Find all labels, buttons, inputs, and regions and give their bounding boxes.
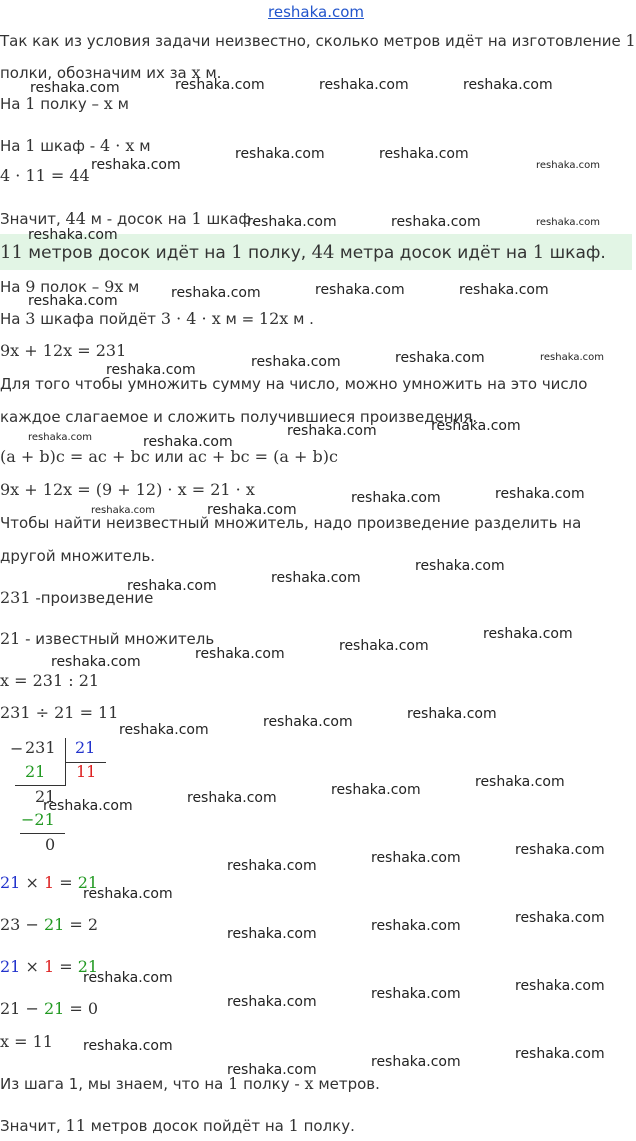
watermark: reshaka.com — [415, 558, 505, 574]
math-fragment: 4 · 11 = 44 — [0, 166, 90, 185]
text-fragment: м = — [220, 310, 259, 328]
math-fragment: 9 — [25, 277, 36, 296]
math-fragment: = 0 — [64, 999, 99, 1018]
text-fragment: шкаф. — [201, 210, 257, 228]
text-fragment: полку. — [298, 1117, 355, 1135]
text-line — [0, 447, 338, 467]
watermark: reshaka.com — [351, 490, 441, 506]
text-fragment: - известный множитель — [20, 630, 215, 648]
math-fragment: 44 — [65, 209, 86, 228]
watermark: reshaka.com — [127, 578, 217, 594]
watermark: reshaka.com — [287, 423, 377, 439]
text-fragment: На — [0, 310, 26, 328]
watermark: reshaka.com — [495, 486, 585, 502]
math-fragment: x — [191, 63, 201, 82]
math-fragment: 1 — [43, 957, 55, 976]
watermark: reshaka.com — [28, 293, 118, 309]
watermark: reshaka.com — [515, 978, 605, 994]
watermark: reshaka.com — [251, 354, 341, 370]
first-remainder: 21 — [35, 787, 56, 806]
text-line — [0, 915, 98, 935]
math-fragment: 3 · 4 · x — [160, 309, 221, 328]
watermark: reshaka.com — [171, 285, 261, 301]
watermark: reshaka.com — [83, 886, 173, 902]
watermark: reshaka.com — [227, 858, 317, 874]
math-fragment: 1 — [288, 1116, 299, 1135]
text-fragment: На — [0, 278, 26, 296]
text-fragment: шкаф - — [35, 137, 100, 155]
watermark: reshaka.com — [83, 1038, 173, 1054]
math-fragment: 12x — [258, 309, 289, 328]
watermark: reshaka.com — [319, 77, 409, 93]
watermark: reshaka.com — [175, 77, 265, 93]
text-line — [0, 209, 256, 229]
text-fragment: м. — [200, 64, 222, 82]
math-fragment: 9x + 12x = 231 — [0, 341, 127, 360]
watermark: reshaka.com — [28, 227, 118, 243]
math-fragment: 1 — [231, 242, 243, 263]
math-fragment: 11 — [65, 1116, 86, 1135]
watermark: reshaka.com — [315, 282, 405, 298]
math-fragment: 3 — [25, 309, 36, 328]
watermark: reshaka.com — [371, 850, 461, 866]
watermark: reshaka.com — [43, 798, 133, 814]
text-line — [0, 546, 155, 566]
watermark: reshaka.com — [247, 214, 337, 230]
text-fragment: м — [134, 137, 151, 155]
text-fragment: Значит, — [0, 210, 66, 228]
text-line — [0, 629, 214, 649]
text-line — [0, 999, 98, 1019]
watermark: reshaka.com — [195, 646, 285, 662]
text-line — [0, 374, 587, 394]
text-fragment: полку – — [35, 95, 104, 113]
final-remainder: 0 — [45, 835, 56, 854]
quotient: 11 — [76, 762, 97, 781]
watermark: reshaka.com — [540, 352, 604, 363]
watermark: reshaka.com — [515, 842, 605, 858]
watermark: reshaka.com — [106, 362, 196, 378]
watermark: reshaka.com — [91, 157, 181, 173]
text-line — [0, 341, 126, 361]
text-line — [0, 166, 90, 186]
watermark: reshaka.com — [371, 986, 461, 1002]
watermark: reshaka.com — [227, 926, 317, 942]
text-fragment: м - досок на — [85, 210, 192, 228]
text-line — [0, 671, 99, 691]
math-fragment: 1 — [625, 31, 636, 50]
watermark: reshaka.com — [459, 282, 549, 298]
math-fragment: 1 — [25, 136, 36, 155]
math-fragment: = — [54, 873, 78, 892]
watermark: reshaka.com — [207, 502, 297, 518]
text-line — [0, 94, 129, 114]
watermark: reshaka.com — [371, 918, 461, 934]
math-fragment: 231 — [0, 588, 31, 607]
math-fragment: 21 — [77, 873, 99, 892]
text-line — [0, 1074, 380, 1094]
watermark: reshaka.com — [143, 434, 233, 450]
text-line — [0, 480, 255, 500]
text-fragment: полку - — [238, 1075, 305, 1093]
math-fragment: 1 — [43, 873, 55, 892]
watermark: reshaka.com — [371, 1054, 461, 1070]
text-fragment: шкаф. — [544, 243, 606, 263]
text-fragment: метров. — [313, 1075, 380, 1093]
math-fragment: 21 — [43, 915, 65, 934]
text-line — [0, 407, 477, 427]
watermark: reshaka.com — [51, 654, 141, 670]
watermark: reshaka.com — [431, 418, 521, 434]
second-subtrahend: −21 — [21, 810, 55, 829]
text-fragment: каждое слагаемое и сложить получившиеся произведения. — [0, 408, 478, 426]
math-fragment: x — [103, 94, 113, 113]
math-fragment: x = 11 — [0, 1032, 53, 1051]
text-fragment: Значит, — [0, 1117, 66, 1135]
math-fragment: = — [54, 957, 78, 976]
math-fragment: 9x + 12x = (9 + 12) · x = 21 · x — [0, 480, 255, 499]
math-fragment: 1 — [532, 242, 545, 263]
math-fragment: 21 — [77, 957, 99, 976]
text-fragment: или — [149, 448, 189, 466]
text-line — [0, 1032, 53, 1052]
math-fragment: 1 — [191, 209, 202, 228]
watermark: reshaka.com — [331, 782, 421, 798]
text-fragment: метров досок пойдёт на — [85, 1117, 289, 1135]
math-fragment: 231 ÷ 21 = 11 — [0, 703, 119, 722]
second-subtraction-line — [20, 833, 65, 834]
text-fragment: полки, обозначим их за — [0, 64, 192, 82]
site-title[interactable]: reshaka.com — [268, 3, 364, 21]
watermark: reshaka.com — [28, 432, 92, 443]
text-line — [0, 309, 314, 329]
watermark: reshaka.com — [395, 350, 485, 366]
text-line — [0, 136, 151, 156]
text-line — [0, 703, 118, 723]
division-minus-sign: − — [10, 739, 24, 758]
text-fragment: м — [112, 95, 129, 113]
text-fragment: Из шага 1, мы знаем, что на — [0, 1075, 229, 1093]
watermark: reshaka.com — [30, 80, 120, 96]
divisor: 21 — [75, 738, 96, 757]
dividend: 231 — [25, 738, 56, 757]
math-fragment: x — [304, 1074, 314, 1093]
text-fragment: Для того чтобы умножить сумму на число, можно умножить на это число — [0, 375, 588, 393]
math-fragment: 21 − — [0, 999, 44, 1018]
watermark: reshaka.com — [475, 774, 565, 790]
watermark: reshaka.com — [119, 722, 209, 738]
math-fragment: 9x — [104, 277, 124, 296]
math-fragment: 23 − — [0, 915, 44, 934]
text-fragment: Так как из условия задачи неизвестно, сколько метров идёт на изготовление — [0, 32, 626, 50]
text-fragment: На — [0, 95, 26, 113]
watermark: reshaka.com — [515, 910, 605, 926]
text-fragment: полок – — [35, 278, 105, 296]
first-subtraction-line — [15, 785, 65, 786]
watermark: reshaka.com — [483, 626, 573, 642]
watermark: reshaka.com — [463, 77, 553, 93]
text-fragment: шкафа пойдёт — [35, 310, 161, 328]
watermark: reshaka.com — [271, 570, 361, 586]
math-fragment: x = 231 : 21 — [0, 671, 100, 690]
first-subtrahend: 21 — [25, 762, 46, 781]
text-fragment: метра досок идёт на — [334, 243, 533, 263]
watermark: reshaka.com — [536, 217, 600, 228]
math-fragment: 44 — [311, 242, 335, 263]
math-fragment: 1 — [25, 94, 36, 113]
watermark: reshaka.com — [227, 994, 317, 1010]
watermark: reshaka.com — [391, 214, 481, 230]
math-fragment: ac + bc = (a + b)c — [188, 447, 338, 466]
math-fragment: (a + b)c = ac + bc — [0, 447, 150, 466]
text-fragment: На — [0, 137, 26, 155]
math-fragment: × — [20, 873, 44, 892]
math-fragment: 4 · x — [99, 136, 135, 155]
text-line — [0, 1116, 355, 1136]
text-fragment: метров досок идёт на — [22, 243, 232, 263]
math-fragment: 21 — [0, 957, 21, 976]
text-fragment: другой множитель. — [0, 547, 156, 565]
watermark: reshaka.com — [83, 970, 173, 986]
watermark: reshaka.com — [339, 638, 429, 654]
text-fragment: м — [123, 278, 140, 296]
text-fragment: м . — [288, 310, 314, 328]
watermark: reshaka.com — [235, 146, 325, 162]
text-fragment: -произведение — [30, 589, 154, 607]
math-fragment: 11 — [0, 242, 23, 263]
text-fragment: полку, — [242, 243, 312, 263]
math-fragment: 21 — [0, 629, 21, 648]
math-fragment: 1 — [228, 1074, 239, 1093]
math-fragment: 21 — [43, 999, 65, 1018]
watermark: reshaka.com — [91, 505, 155, 516]
watermark: reshaka.com — [263, 714, 353, 730]
watermark: reshaka.com — [379, 146, 469, 162]
text-fragment: Чтобы найти неизвестный множитель, надо произведение разделить на — [0, 514, 582, 532]
text-line — [0, 31, 636, 51]
text-line — [0, 243, 606, 263]
watermark: reshaka.com — [536, 160, 600, 171]
math-fragment: × — [20, 957, 44, 976]
watermark: reshaka.com — [187, 790, 277, 806]
math-fragment: = 2 — [64, 915, 99, 934]
watermark: reshaka.com — [407, 706, 497, 722]
watermark: reshaka.com — [515, 1046, 605, 1062]
math-fragment: 21 — [0, 873, 21, 892]
watermark: reshaka.com — [227, 1062, 317, 1078]
